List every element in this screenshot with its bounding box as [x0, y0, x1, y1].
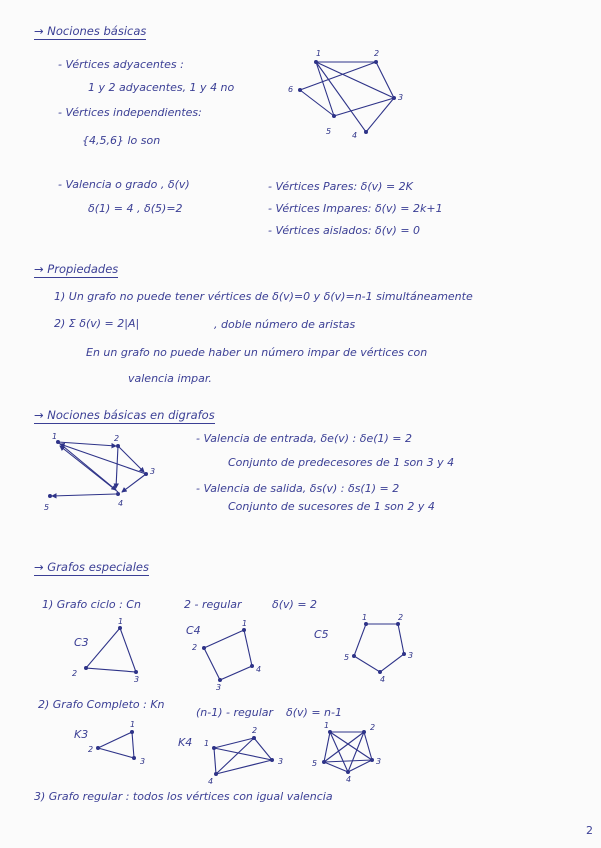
page-number: 2	[586, 824, 593, 837]
k4-label: K4	[178, 736, 193, 749]
adjacent-body: 1 y 2 adyacentes, 1 y 4 no	[88, 81, 235, 94]
section-title-special: → Grafos especiales	[34, 560, 149, 574]
vertex-5	[322, 760, 326, 764]
vertex-4	[378, 670, 382, 674]
vertex-label: 1	[324, 721, 330, 730]
vertex-2	[84, 666, 88, 670]
vertex-2	[116, 444, 120, 448]
vertex-label: 1	[130, 720, 136, 729]
graph-k3	[88, 722, 158, 772]
vertex-4	[214, 772, 218, 776]
vertex-label: 1	[118, 617, 124, 626]
vertex-3	[132, 756, 136, 760]
vertex-2	[96, 746, 100, 750]
complete-regular: (n-1) - regular	[196, 706, 274, 719]
c5-label: C5	[314, 628, 329, 641]
vertex-label: 4	[352, 131, 358, 140]
vertex-2	[396, 622, 400, 626]
valence-heading: - Valencia o grado , δ(v)	[58, 178, 190, 191]
vertex-label: 2	[88, 745, 94, 754]
vertex-2	[374, 60, 378, 64]
vertex-3	[134, 670, 138, 674]
vertex-label: 5	[44, 503, 50, 512]
vertex-label: 2	[72, 669, 78, 678]
vertex-label: 5	[326, 127, 332, 136]
vertex-label: 5	[312, 759, 318, 768]
vertex-5	[352, 654, 356, 658]
vertex-4	[250, 664, 254, 668]
vertex-label: 6	[288, 85, 294, 94]
section-title-digraphs: → Nociones básicas en digrafos	[34, 408, 215, 422]
even-vertices: - Vértices Pares: δ(v) = 2K	[268, 180, 413, 193]
vertex-2	[362, 730, 366, 734]
vertex-2	[202, 646, 206, 650]
vertex-label: 3	[150, 467, 156, 476]
in-valence-body: Conjunto de predecesores de 1 son 3 y 4	[228, 456, 455, 469]
isolated-vertices: - Vértices aislados: δ(v) = 0	[268, 224, 421, 237]
section-title-properties: → Propiedades	[34, 262, 119, 276]
vertex-label: 1	[204, 739, 210, 748]
graph-k5	[310, 722, 390, 782]
vertex-label: 1	[52, 432, 58, 441]
cycle-regular: 2 - regular	[184, 598, 242, 611]
graph-example-1	[280, 44, 410, 144]
property-3-line2: valencia impar.	[128, 372, 212, 385]
vertex-4	[346, 770, 350, 774]
vertex-label: 4	[346, 775, 352, 784]
independent-heading: - Vértices independientes:	[58, 106, 202, 119]
property-2-note: , doble número de aristas	[214, 318, 356, 331]
vertex-label: 2	[370, 723, 376, 732]
vertex-label: 4	[208, 777, 214, 786]
property-2-formula: 2) Σ δ(v) = 2|A|	[54, 317, 140, 330]
vertex-label: 3	[398, 93, 404, 102]
vertex-1	[118, 626, 122, 630]
graph-c3	[72, 617, 158, 684]
cycle-degree: δ(v) = 2	[272, 598, 318, 611]
c3-label: C3	[74, 636, 89, 649]
odd-vertices: - Vértices Impares: δ(v) = 2k+1	[268, 202, 443, 215]
vertex-2	[252, 736, 256, 740]
vertex-label: 3	[376, 757, 382, 766]
vertex-1	[314, 60, 318, 64]
regular-heading: 3) Grafo regular : todos los vértices con igual valencia	[34, 790, 333, 803]
vertex-label: 4	[380, 675, 386, 684]
property-3-line1: En un grafo no puede haber un número impar de vértices con	[86, 346, 428, 359]
vertex-1	[328, 730, 332, 734]
vertex-label: 3	[140, 757, 146, 766]
vertex-3	[144, 472, 148, 476]
vertex-5	[48, 494, 52, 498]
graph-c5	[340, 612, 420, 684]
section-title-basic: → Nociones básicas	[34, 24, 147, 38]
vertex-label: 2	[398, 613, 404, 622]
in-valence-heading: - Valencia de entrada, δe(v) : δe(1) = 2	[196, 432, 413, 445]
vertex-label: 3	[408, 651, 414, 660]
vertex-4	[364, 130, 368, 134]
vertex-label: 1	[316, 49, 322, 58]
adjacent-heading: - Vértices adyacentes :	[58, 58, 184, 71]
digraph-example	[38, 432, 168, 522]
out-valence-body: Conjunto de sucesores de 1 son 2 y 4	[228, 500, 435, 513]
vertex-1	[364, 622, 368, 626]
vertex-3	[370, 758, 374, 762]
vertex-label: 2	[374, 49, 380, 58]
cycle-heading: 1) Grafo ciclo : Cn	[42, 598, 141, 611]
complete-degree: δ(v) = n-1	[286, 706, 342, 719]
vertex-1	[212, 746, 216, 750]
vertex-6	[298, 88, 302, 92]
vertex-label: 5	[344, 653, 350, 662]
valence-body: δ(1) = 4 , δ(5)=2	[88, 202, 183, 215]
vertex-label: 2	[114, 434, 120, 443]
vertex-label: 3	[278, 757, 284, 766]
graph-k4	[200, 728, 290, 788]
c4-label: C4	[186, 624, 201, 637]
vertex-label: 4	[118, 499, 124, 508]
vertex-label: 3	[216, 683, 222, 692]
graph-c4	[192, 620, 272, 690]
k3-label: K3	[74, 728, 89, 741]
property-1: 1) Un grafo no puede tener vértices de δ(v)=0 y δ(v)=n-1 simultáneamente	[54, 290, 473, 303]
complete-heading: 2) Grafo Completo : Kn	[38, 698, 165, 711]
vertex-3	[218, 678, 222, 682]
vertex-label: 4	[256, 665, 262, 674]
out-valence-heading: - Valencia de salida, δs(v) : δs(1) = 2	[196, 482, 400, 495]
vertex-3	[392, 96, 396, 100]
vertex-label: 1	[362, 613, 368, 622]
vertex-label: 2	[192, 643, 198, 652]
vertex-label: 3	[134, 675, 140, 684]
vertex-3	[402, 652, 406, 656]
vertex-label: 1	[242, 619, 248, 628]
vertex-3	[270, 758, 274, 762]
vertex-1	[130, 730, 134, 734]
vertex-5	[332, 114, 336, 118]
independent-body: {4,5,6} lo son	[82, 134, 161, 147]
vertex-1	[242, 628, 246, 632]
vertex-label: 2	[252, 726, 258, 735]
vertex-4	[116, 492, 120, 496]
